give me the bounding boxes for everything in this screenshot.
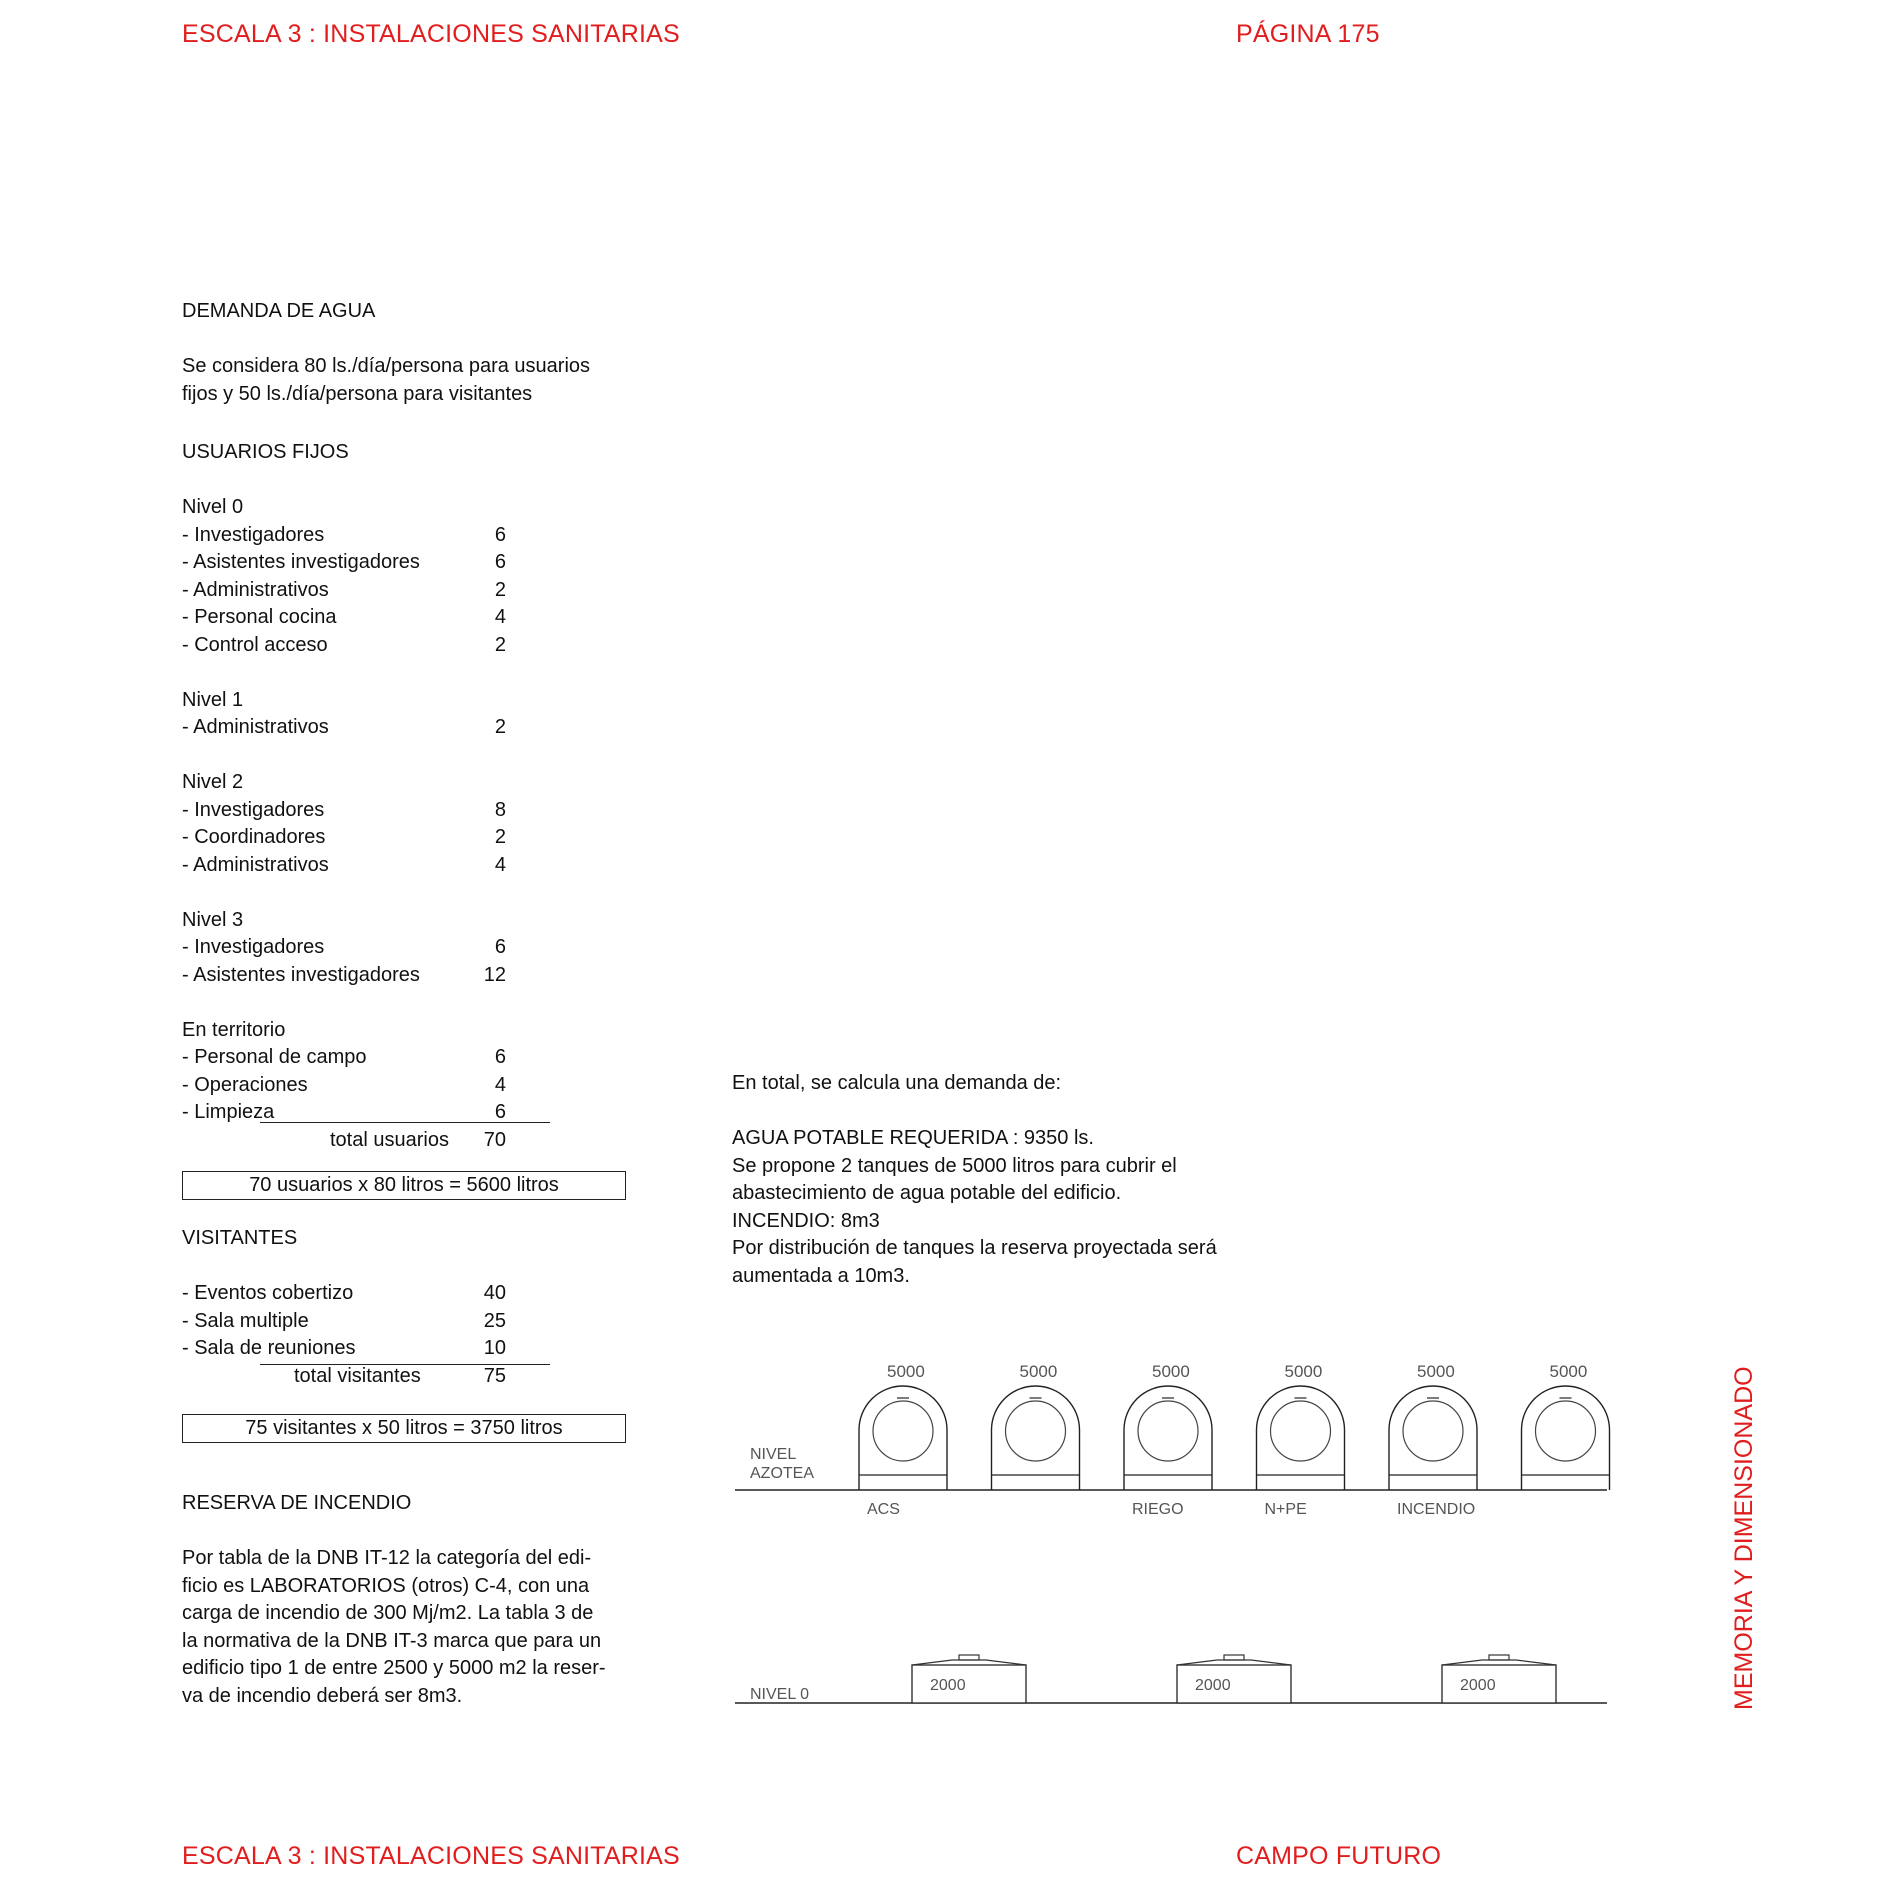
users-total-row: [182, 1127, 590, 1155]
fire-line: ficio es LABORATORIOS (otros) C-4, con una: [182, 1574, 590, 1597]
tank-end-circle: [1403, 1401, 1463, 1461]
users-calc-box: 70 usuarios x 80 litros = 5600 litros: [182, 1171, 626, 1200]
tank-end-circle: [1536, 1401, 1596, 1461]
header-left: ESCALA 3 : INSTALACIONES SANITARIAS: [182, 20, 680, 48]
summary-line: Se propone 2 tanques de 5000 litros para cubrir el: [732, 1154, 1177, 1177]
users-total-value: 70: [483, 1128, 506, 1151]
ground-tank: [912, 1655, 1026, 1703]
user-row: - Investigadores 6: [182, 936, 506, 958]
users-total-label: total usuarios: [330, 1128, 449, 1151]
level-block: [182, 907, 590, 990]
summary-line: AGUA POTABLE REQUERIDA : 9350 ls.: [732, 1127, 1094, 1149]
fixed-users-title: USUARIOS FIJOS: [182, 441, 349, 463]
user-row: - Asistentes investigadores 6: [182, 551, 506, 573]
roof-tank: [1522, 1362, 1610, 1490]
roof-level-label-2: AZOTEA: [750, 1465, 815, 1482]
tank-capacity-label: 5000: [887, 1362, 925, 1381]
summary-line: Por distribución de tanques la reserva proyectada será: [732, 1237, 1217, 1259]
tank-capacity-label: 5000: [1019, 1362, 1058, 1381]
summary-line: abastecimiento de agua potable del edificio.: [732, 1182, 1122, 1204]
roof-tank: [1124, 1362, 1212, 1518]
roof-level-label-1: NIVEL: [750, 1446, 797, 1463]
summary-line: INCENDIO: 8m3: [732, 1209, 880, 1232]
user-row: - Operaciones 4: [182, 1073, 506, 1096]
level-block: [182, 687, 590, 742]
ground-tank: [1442, 1655, 1556, 1703]
footer-left: ESCALA 3 : INSTALACIONES SANITARIAS: [182, 1842, 680, 1870]
user-row: - Limpieza 6: [182, 1101, 506, 1123]
visitor-row: - Sala multiple 25: [182, 1309, 506, 1332]
summary-line: aumentada a 10m3.: [732, 1264, 910, 1287]
fire-line: carga de incendio de 300 Mj/m2. La tabla 3 de: [182, 1602, 594, 1624]
tank-capacity-label: 5000: [1152, 1362, 1190, 1381]
ground-level-label: NIVEL 0: [750, 1686, 809, 1703]
level-name: Nivel 1: [182, 688, 244, 711]
tank-diagram: [730, 1360, 1630, 1730]
tank-end-circle: [1138, 1401, 1198, 1461]
user-row: - Investigadores 6: [182, 523, 506, 546]
roof-tank: [992, 1362, 1080, 1490]
ground-tank-capacity: 2000: [1460, 1677, 1496, 1694]
ground-tank: [1177, 1655, 1291, 1703]
visitor-row: - Eventos cobertizo 40: [182, 1282, 506, 1304]
tank-use-label: N+PE: [1264, 1501, 1307, 1518]
visitors-total-label: total visitantes: [294, 1364, 421, 1387]
roof-tanks: [859, 1362, 1610, 1518]
ground-tank-hatch: [1224, 1655, 1244, 1660]
footer-right: CAMPO FUTURO: [1236, 1842, 1442, 1870]
fire-line: va de incendio deberá ser 8m3.: [182, 1684, 463, 1707]
tank-capacity-label: 5000: [1417, 1362, 1455, 1381]
roof-tank: [859, 1362, 947, 1518]
tank-end-circle: [873, 1401, 933, 1461]
tank-use-label: INCENDIO: [1397, 1501, 1476, 1518]
visitors-calc-box: 75 visitantes x 50 litros = 3750 litros: [182, 1414, 626, 1443]
level-name: En territorio: [182, 1018, 286, 1041]
user-row: - Control acceso 2: [182, 633, 506, 656]
user-row: - Administrativos 2: [182, 578, 506, 601]
side-title: MEMORIA Y DIMENSIONADO: [1730, 1366, 1758, 1710]
user-row: - Asistentes investigadores 12: [182, 963, 506, 986]
roof-tank: [1257, 1362, 1345, 1518]
summary-section: [732, 1070, 1217, 1290]
visitors-section: [182, 1225, 506, 1390]
tank-use-label: RIEGO: [1132, 1501, 1184, 1518]
ground-tank-hatch: [1489, 1655, 1509, 1660]
ground-tank-lid: [1177, 1660, 1291, 1665]
user-row: - Administrativos 4: [182, 853, 506, 876]
visitors-total-value: 75: [483, 1364, 506, 1387]
demand-intro-line-1: Se considera 80 ls./día/persona para usuarios: [182, 355, 591, 377]
visitors-total-row: [182, 1363, 506, 1391]
users-total-rule: [260, 1122, 550, 1123]
fire-section: [182, 1490, 606, 1710]
ground-tank-lid: [912, 1660, 1026, 1665]
tank-use-label: ACS: [867, 1501, 900, 1518]
visitor-row: - Sala de reuniones 10: [182, 1337, 506, 1359]
tank-capacity-label: 5000: [1284, 1362, 1323, 1381]
level-name: Nivel 3: [182, 908, 244, 931]
fire-line: la normativa de la DNB IT-3 marca que para un: [182, 1629, 602, 1652]
page-number: PÁGINA 175: [1236, 20, 1380, 48]
user-row: - Coordinadores 2: [182, 826, 506, 848]
summary-line: En total, se calcula una demanda de:: [732, 1072, 1062, 1094]
demand-title: DEMANDA DE AGUA: [182, 300, 376, 322]
ground-tank-capacity: 2000: [1195, 1677, 1231, 1694]
demand-section: [182, 298, 590, 1154]
user-row: - Administrativos 2: [182, 716, 506, 738]
ground-tank-capacity: 2000: [930, 1677, 966, 1694]
ground-tank-hatch: [959, 1655, 979, 1660]
level-block: [182, 1017, 590, 1127]
level-block: [182, 494, 590, 659]
user-row: - Personal cocina 4: [182, 606, 506, 628]
level-name: Nivel 2: [182, 771, 244, 793]
user-row: - Personal de campo 6: [182, 1046, 506, 1068]
tank-end-circle: [1006, 1401, 1066, 1461]
level-block: [182, 769, 590, 879]
fire-line: Por tabla de la DNB IT-12 la categoría del edi-: [182, 1547, 592, 1569]
tank-end-circle: [1271, 1401, 1331, 1461]
roof-tank: [1389, 1362, 1477, 1518]
ground-tank-lid: [1442, 1660, 1556, 1665]
fire-title: RESERVA DE INCENDIO: [182, 1492, 412, 1514]
fire-line: edificio tipo 1 de entre 2500 y 5000 m2 la reser-: [182, 1657, 606, 1679]
user-row: - Investigadores 8: [182, 798, 506, 821]
demand-intro-line-2: fijos y 50 ls./día/persona para visitantes: [182, 382, 533, 405]
visitors-title: VISITANTES: [182, 1227, 298, 1249]
visitors-total-rule: [260, 1364, 550, 1365]
level-name: Nivel 0: [182, 496, 244, 518]
ground-tanks: [912, 1655, 1556, 1703]
tank-capacity-label: 5000: [1549, 1362, 1588, 1381]
